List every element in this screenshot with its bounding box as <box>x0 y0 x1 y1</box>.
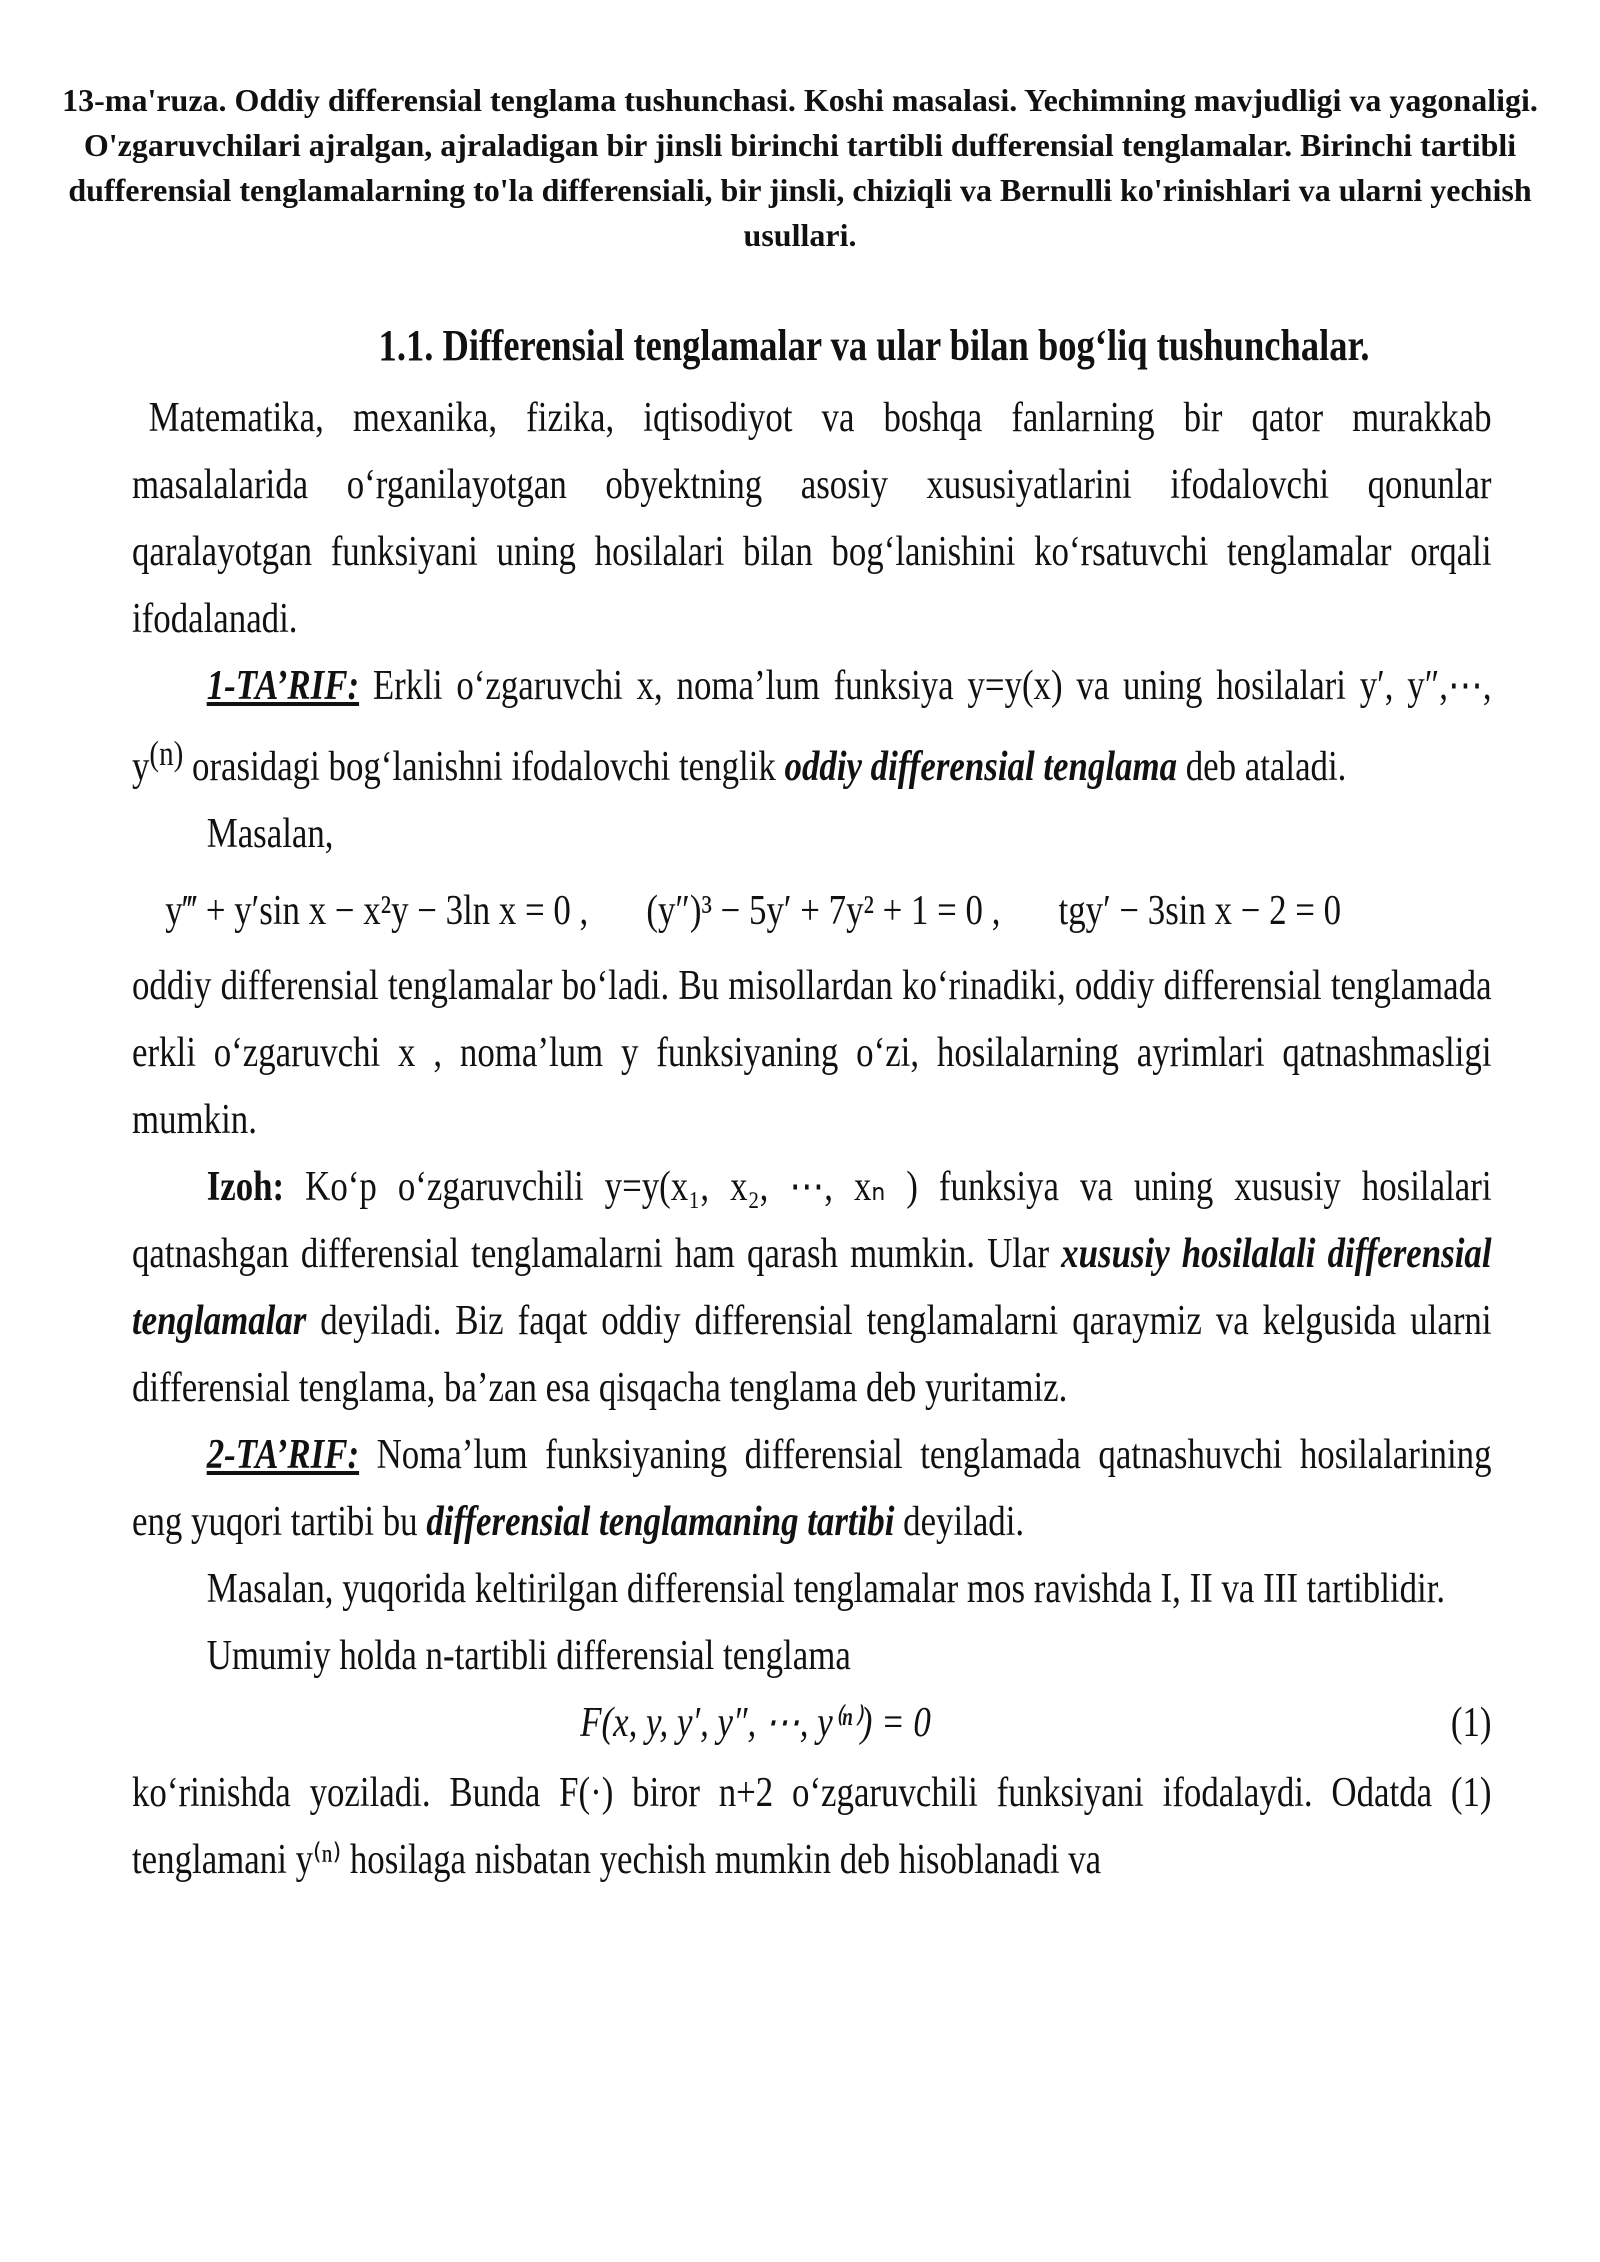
general-intro: Umumiy holda n-tartibli differensial tenglama <box>206 1633 851 1679</box>
example-intro: Masalan, <box>206 811 334 857</box>
example-equations <box>165 878 1491 945</box>
definition-1-text-b: orasidagi bog‘lanishni ifodalovchi tenglik <box>183 744 785 790</box>
section-heading: 1.1. Differensial tenglamalar va ular bilan bog‘liq tushunchalar. <box>378 321 1370 370</box>
remark-paragraph <box>132 1154 1492 1422</box>
definition-2-paragraph <box>132 1422 1492 1556</box>
body-text <box>132 312 1492 1894</box>
definition-1-text-c: deb ataladi. <box>1177 744 1347 790</box>
definition-2-term: differensial tenglamaning tartibi <box>426 1499 895 1545</box>
remark-term: xususiy hosilalali differensial tenglamalar <box>132 1231 1492 1344</box>
general-equation-row <box>132 1690 1492 1760</box>
general-equation: F(x, y, y′, y″, ⋯, y⁽ⁿ⁾) = 0 <box>580 1700 931 1746</box>
definition-2-text-a: Noma’lum funksiyaning differensial tenglamada qatnashuvchi hosilalarining eng yuqori tartibi bu <box>132 1432 1492 1545</box>
definition-1-superscript: (n) <box>149 734 184 773</box>
final-paragraph: ko‘rinishda yoziladi. Bunda F(·) biror n+2 o‘zgaruvchili funksiyani ifodalaydi. Odatda (1) tenglamani y⁽ⁿ⁾ hosilaga nisbatan yechish mumkin deb hisoblanadi va <box>132 1770 1492 1883</box>
example-equation-2: (y″)³ − 5y′ + 7y² + 1 = 0 , <box>646 888 1001 934</box>
paragraph-after-examples: oddiy differensial tenglamalar bo‘ladi. Bu misollardan ko‘rinadiki, oddiy differensial tenglamada erkli o‘zgaruvchi x , noma’lum y funksiyaning o‘zi, hosilalarning ayrimlari qatnashmasligi mumkin. <box>132 963 1492 1143</box>
definition-1-paragraph <box>132 653 1492 801</box>
order-paragraph: Masalan, yuqorida keltirilgan differensial tenglamalar mos ravishda I, II va III tartiblidir. <box>206 1566 1446 1612</box>
remark-text-b: deyiladi. Biz faqat oddiy differensial tenglamalarni qaraymiz va kelgusida ularni differensial tenglama, ba’zan esa qisqacha tenglama deb yuritamiz. <box>132 1298 1492 1411</box>
definition-2-text-b: deyiladi. <box>894 1499 1025 1545</box>
example-equation-1: y‴ + y′sin x − x²y − 3ln x = 0 , <box>165 888 589 934</box>
definition-1-term: oddiy differensial tenglama <box>784 744 1178 790</box>
intro-paragraph: Matematika, mexanika, fizika, iqtisodiyot va boshqa fanlarning bir qator murakkab masalalarida o‘rganilayotgan obyektning asosiy xususiyatlarini ifodalovchi qonunlar qaralayotgan funksiyani uning hosilalari bilan bog‘lanishini ko‘rsatuvchi tenglamalar orqali ifodalanadi. <box>132 395 1492 642</box>
definition-1-label: 1-TA’RIF: <box>206 663 360 709</box>
equation-number: (1) <box>1450 1700 1492 1746</box>
example-equation-3: tgy′ − 3sin x − 2 = 0 <box>1058 888 1342 934</box>
definition-1-text-a: Erkli o‘zgaruvchi x, noma’lum funksiya y=y(x) va uning hosilalari y′, y″,⋯, y <box>132 663 1492 790</box>
lecture-title: 13-ma'ruza. Oddiy differensial tenglama tushunchasi. Koshi masalasi. Yechimning mavjudligi va yagonaligi. O'zgaruvchilari ajralgan, ajraladigan bir jinsli birinchi tartibli dufferensial tenglamalar. Birinchi tartibli dufferensial tenglamalarning to'la differensiali, bir jinsli, chiziqli va Bernulli ko'rinishlari va ularni yechish usullari. <box>62 82 1538 253</box>
remark-label: Izoh: <box>206 1164 285 1210</box>
definition-2-label: 2-TA’RIF: <box>206 1432 360 1478</box>
remark-text-a: Ko‘p o‘zgaruvchili y=y(x₁, x₂, ⋯, xₙ ) funksiya va uning xususiy hosilalari qatnashgan differensial tenglamalarni ham qarash mumkin. Ular <box>132 1164 1492 1277</box>
